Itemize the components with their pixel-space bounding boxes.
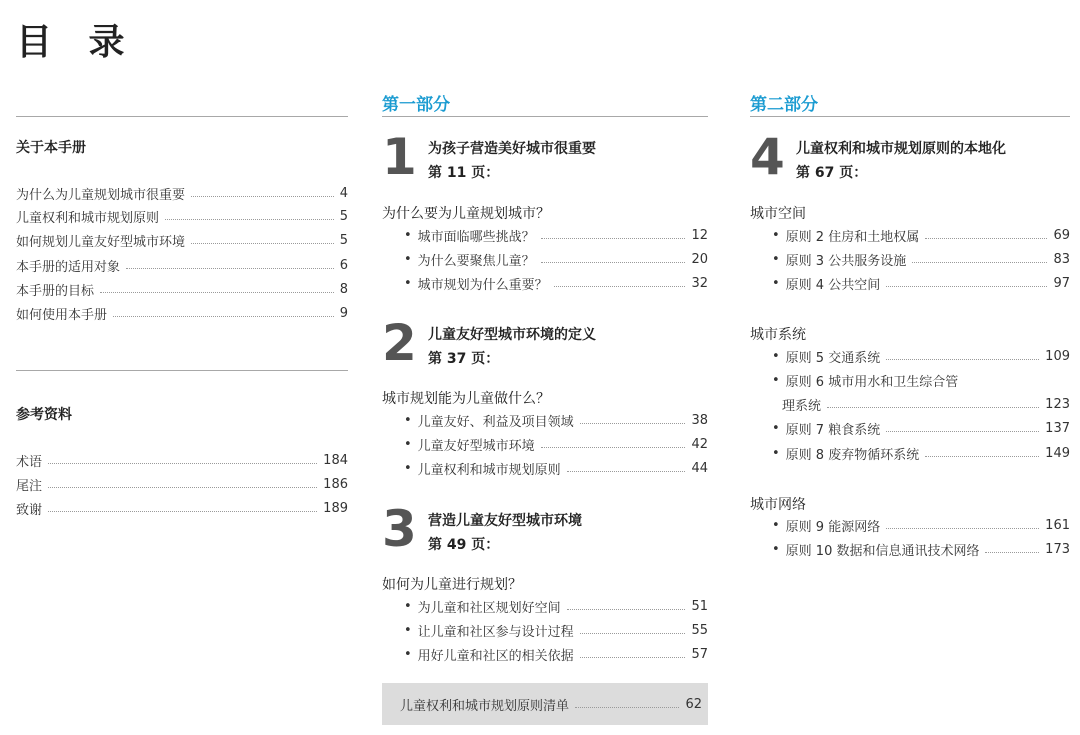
toc-entry-label: 儿童友好型城市环境 [417,438,535,454]
toc-entry[interactable] [772,273,1070,293]
chapter-number: 1 [382,128,417,186]
group-title: 城市网络 [750,497,806,513]
leader-dots [925,238,1047,239]
toc-entry-page: 55 [691,622,708,638]
toc-entry-page: 83 [1053,251,1070,267]
toc-entry-label: 如何使用本手册 [16,307,108,323]
divider [16,116,348,117]
leader-dots [48,463,317,464]
divider [16,370,348,371]
bullet: • [772,445,780,461]
leader-dots [165,219,334,220]
chapter-heading[interactable] [382,128,708,194]
toc-entry-label: 原则 7 粮食系统 [785,422,881,438]
toc-entry-label: 让儿童和社区参与设计过程 [417,624,574,640]
bullet: • [772,227,780,243]
leader-dots [580,657,686,658]
toc-entry-page: 4 [339,185,348,201]
toc-entry[interactable] [404,596,708,616]
toc-entry-label: 原则 5 交通系统 [785,350,881,366]
toc-entry-label: 原则 8 废弃物循环系统 [785,447,920,463]
bullet: • [404,436,412,452]
toc-entry-page: 149 [1045,445,1070,461]
chapter-page: 第 49 页： [428,537,500,553]
leader-dots [886,286,1047,287]
toc-entry-page: 97 [1053,275,1070,291]
chapter-page: 第 11 页： [428,165,500,181]
bullet: • [772,420,780,436]
leader-dots [541,447,686,448]
toc-entry-page: 184 [323,452,348,468]
about-section-title: 关于本手册 [16,140,86,156]
toc-entry-page: 38 [691,412,708,428]
toc-entry[interactable] [16,450,348,470]
leader-dots [827,407,1039,408]
toc-entry[interactable] [404,225,708,245]
toc-entry-label: 尾注 [16,478,43,494]
toc-entry-page: 8 [339,281,348,297]
toc-entry-page: 44 [691,460,708,476]
toc-entry-label: 致谢 [16,502,43,518]
toc-entry-page: 20 [691,251,708,267]
toc-entry-page: 69 [1053,227,1070,243]
toc-entry[interactable] [404,458,708,478]
toc-entry-label: 为儿童和社区规划好空间 [417,600,561,616]
toc-entry-page: 51 [691,598,708,614]
toc-entry-page: 5 [339,232,348,248]
toc-entry-page: 137 [1045,420,1070,436]
chapter-question: 如何为儿童进行规划？ [382,577,522,593]
toc-entry-label: 城市规划为什么重要？ [417,277,548,293]
leader-dots [580,423,686,424]
toc-entry-label: 儿童友好、利益及项目领域 [417,414,574,430]
toc-entry-page: 161 [1045,517,1070,533]
bullet: • [404,460,412,476]
toc-entry-page: 123 [1045,396,1070,412]
chapter-title: 儿童权利和城市规划原则的本地化 [796,141,1006,157]
toc-entry[interactable] [772,443,1070,463]
toc-entry-page: 57 [691,646,708,662]
toc-entry[interactable] [404,410,708,430]
toc-entry-line1[interactable] [772,370,1070,390]
bullet: • [404,227,412,243]
toc-entry[interactable] [772,418,1070,438]
toc-entry-label: 原则 4 公共空间 [785,277,881,293]
bullet: • [404,251,412,267]
toc-entry-page: 5 [339,208,348,224]
divider [750,116,1070,117]
leader-dots [126,268,334,269]
leader-dots [191,196,334,197]
toc-entry-label: 如何规划儿童友好型城市环境 [16,234,186,250]
leader-dots [886,431,1039,432]
toc-entry-page: 6 [339,257,348,273]
chapter-heading[interactable] [750,128,1070,194]
leader-dots [541,262,686,263]
leader-dots [554,286,686,287]
toc-entry[interactable] [772,539,1070,559]
toc-entry-page: 189 [323,500,348,516]
bullet: • [404,412,412,428]
group-title: 城市空间 [750,206,806,222]
toc-entry[interactable] [16,183,348,203]
page-title: 目 录 [16,22,137,63]
leader-dots [100,292,334,293]
toc-entry[interactable] [16,498,348,518]
toc-entry[interactable] [404,273,708,293]
toc-entry-label: 本手册的目标 [16,283,95,299]
toc-entry [400,694,702,714]
toc-entry-label-cont: 理系统 [782,398,822,414]
bullet: • [404,275,412,291]
divider [382,116,708,117]
leader-dots [985,552,1039,553]
bullet: • [404,622,412,638]
toc-entry-label: 用好儿童和社区的相关依据 [417,648,574,664]
leader-dots [886,528,1039,529]
bullet: • [772,275,780,291]
part2-title: 第二部分 [750,95,818,115]
group-title: 城市系统 [750,327,806,343]
toc-entry-page: 109 [1045,348,1070,364]
toc-entry-label: 城市面临哪些挑战？ [417,229,535,245]
toc-entry[interactable] [772,249,1070,269]
chapter-title: 为孩子营造美好城市很重要 [428,141,596,157]
leader-dots [925,456,1039,457]
toc-entry-label: 儿童权利和城市规划原则清单 [400,698,570,714]
toc-entry-label: 本手册的适用对象 [16,259,121,275]
leader-dots [886,359,1039,360]
bullet: • [772,348,780,364]
toc-entry[interactable] [16,474,348,494]
bullet: • [404,646,412,662]
leader-dots [541,238,686,239]
toc-entry[interactable] [404,620,708,640]
leader-dots [567,609,686,610]
bullet: • [404,598,412,614]
toc-entry[interactable] [16,279,348,299]
toc-entry[interactable] [16,230,348,250]
leader-dots [567,471,686,472]
toc-entry-label: 原则 6 城市用水和卫生综合管 [785,374,959,390]
leader-dots [912,262,1047,263]
chapter-question: 城市规划能为儿童做什么？ [382,391,550,407]
leader-dots [48,487,317,488]
toc-entry[interactable] [772,515,1070,535]
toc-entry[interactable] [404,249,708,269]
toc-entry-page: 42 [691,436,708,452]
chapter-page: 第 37 页： [428,351,500,367]
bullet: • [772,372,780,388]
toc-entry[interactable] [404,644,708,664]
leader-dots [580,633,686,634]
toc-entry-page: 9 [339,305,348,321]
chapter-number: 4 [750,128,785,186]
toc-entry-label: 原则 10 数据和信息通讯技术网络 [785,543,980,559]
chapter-title: 营造儿童友好型城市环境 [428,513,582,529]
chapter-title: 儿童友好型城市环境的定义 [428,327,596,343]
part1-title: 第一部分 [382,95,450,115]
toc-entry[interactable] [16,255,348,275]
toc-entry-label: 儿童权利和城市规划原则 [417,462,561,478]
checklist-box[interactable] [382,683,708,725]
toc-entry[interactable] [772,225,1070,245]
chapter-page: 第 67 页： [796,165,868,181]
chapter-heading[interactable] [382,500,708,566]
chapter-number: 2 [382,314,417,372]
toc-entry-label: 为什么要聚焦儿童？ [417,253,535,269]
toc-entry-page: 186 [323,476,348,492]
leader-dots [191,243,334,244]
chapter-question: 为什么要为儿童规划城市？ [382,206,550,222]
bullet: • [772,251,780,267]
toc-entry[interactable] [772,346,1070,366]
leader-dots [113,316,334,317]
bullet: • [772,517,780,533]
chapter-number: 3 [382,500,417,558]
toc-entry-label: 原则 2 住房和土地权属 [785,229,920,245]
toc-entry-label: 术语 [16,454,43,470]
refs-section-title: 参考资料 [16,407,72,423]
toc-entry-label: 儿童权利和城市规划原则 [16,210,160,226]
toc-entry-page: 62 [685,696,702,712]
toc-entry-label: 原则 3 公共服务设施 [785,253,907,269]
bullet: • [772,541,780,557]
leader-dots [575,707,679,708]
chapter-heading[interactable] [382,314,708,380]
toc-entry-page: 173 [1045,541,1070,557]
toc-entry-label: 原则 9 能源网络 [785,519,881,535]
toc-entry-page: 12 [691,227,708,243]
toc-entry[interactable] [16,206,348,226]
toc-entry-line2[interactable] [782,394,1070,414]
toc-entry-label: 为什么为儿童规划城市很重要 [16,187,186,203]
leader-dots [48,511,317,512]
toc-entry[interactable] [404,434,708,454]
toc-entry[interactable] [16,303,348,323]
toc-entry-page: 32 [691,275,708,291]
